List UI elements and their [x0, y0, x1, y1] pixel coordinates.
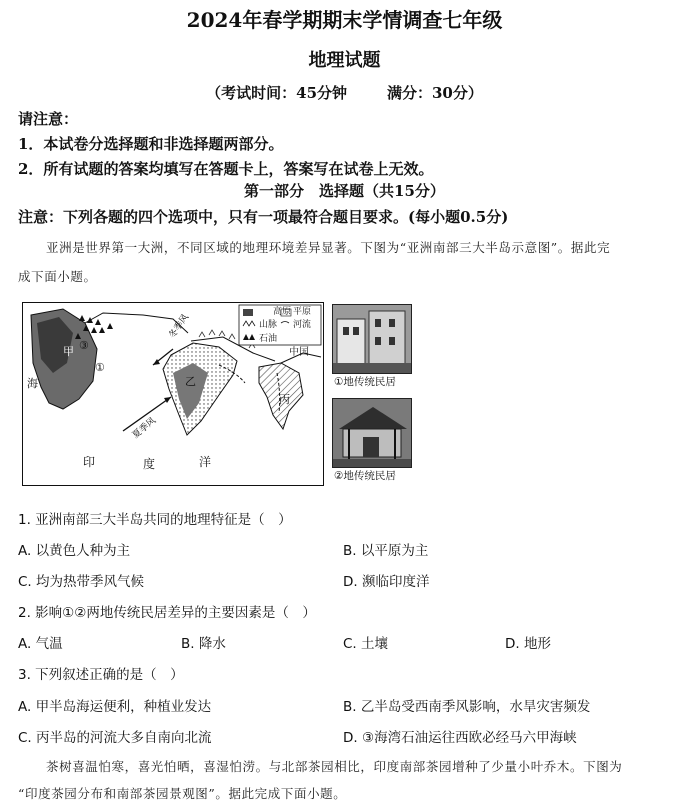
- legend-plateau: 高原: [273, 307, 292, 317]
- full-score: 满分：30分）: [387, 84, 483, 102]
- q1-option-c: C. 均为热带季风气候: [18, 574, 145, 590]
- intro2-line1: 茶树喜温怕寒，喜光怕晒，喜湿怕涝。与北部茶园相比，印度南部茶园增种了少量小叶乔木。下图为: [46, 759, 623, 774]
- q3-option-b: B. 乙半岛受西南季风影响，水旱灾害频发: [343, 699, 591, 715]
- label-n3: ③: [79, 339, 89, 352]
- q3-option-c: C. 丙半岛的河流大多自南向北流: [18, 730, 212, 746]
- q2-option-d: D. 地形: [505, 636, 551, 652]
- legend-river: 河流: [293, 320, 312, 330]
- photo-caption-2: ②地传统民居: [334, 470, 396, 482]
- part1-heading: 第一部分 选择题（共15分）: [244, 182, 445, 200]
- label-ocean-2: 度: [143, 457, 156, 471]
- q1-option-b: B. 以平原为主: [343, 543, 429, 559]
- label-winter-wind: 冬季风: [167, 312, 192, 341]
- notice-item-1: 1．本试卷分选择题和非选择题两部分。: [18, 135, 284, 153]
- q3-stem: 3. 下列叙述正确的是（ ）: [18, 667, 184, 683]
- label-summer-wind: 夏季风: [130, 415, 159, 441]
- legend-mountain: 山脉: [259, 320, 278, 330]
- label-china: 中国: [289, 347, 309, 358]
- photo-caption-1: ①地传统民居: [334, 376, 396, 388]
- q1-option-d: D. 濒临印度洋: [343, 574, 430, 590]
- legend-oil: 石油: [259, 334, 278, 344]
- q1-option-a: A. 以黄色人种为主: [18, 543, 131, 559]
- q3-option-a: A. 甲半岛海运便利，种植业发达: [18, 699, 212, 715]
- label-hai: 海: [27, 377, 38, 390]
- notice-label: 请注意：: [18, 110, 79, 128]
- label-bing: 丙: [279, 393, 290, 406]
- intro2-line2: “印度茶园分布和南部茶园景观图”。据此完成下面小题。: [18, 786, 347, 801]
- label-ocean-1: 印: [83, 455, 96, 469]
- house-photo-2: [332, 398, 412, 468]
- label-n1: ①: [95, 361, 105, 374]
- label-jia: 甲: [63, 345, 74, 358]
- house-photo-1: [332, 304, 412, 374]
- legend-plain: 平原: [293, 307, 312, 317]
- notice-item-2: 2．所有试题的答案均填写在答题卡上，答案写在试卷上无效。: [18, 160, 434, 178]
- q2-option-c: C. 土壤: [343, 636, 389, 652]
- asia-peninsulas-map: [22, 302, 324, 486]
- part1-note: 注意：下列各题的四个选项中，只有一项最符合题目要求。(每小题0.5分): [18, 208, 509, 226]
- q1-stem: 1. 亚洲南部三大半岛共同的地理特征是（ ）: [18, 512, 292, 528]
- intro1-line2: 成下面小题。: [18, 269, 97, 284]
- intro1-line1: 亚洲是世界第一大洲，不同区域的地理环境差异显著。下图为“亚洲南部三大半岛示意图”。据此完: [46, 240, 611, 255]
- q2-stem: 2. 影响①②两地传统民居差异的主要因素是（ ）: [18, 605, 316, 621]
- q2-option-b: B. 降水: [181, 636, 226, 652]
- subject-title: 地理试题: [308, 50, 381, 71]
- exam-info: [0, 82, 689, 103]
- label-ocean-3: 洋: [199, 455, 212, 469]
- exam-title: 2024年春学期期末学情调查七年级: [186, 8, 503, 32]
- q2-option-a: A. 气温: [18, 636, 63, 652]
- q3-option-d: D. ③海湾石油运往西欧必经马六甲海峡: [343, 730, 577, 746]
- exam-time: （考试时间：45分钟: [206, 84, 347, 102]
- label-yi: 乙: [185, 375, 196, 388]
